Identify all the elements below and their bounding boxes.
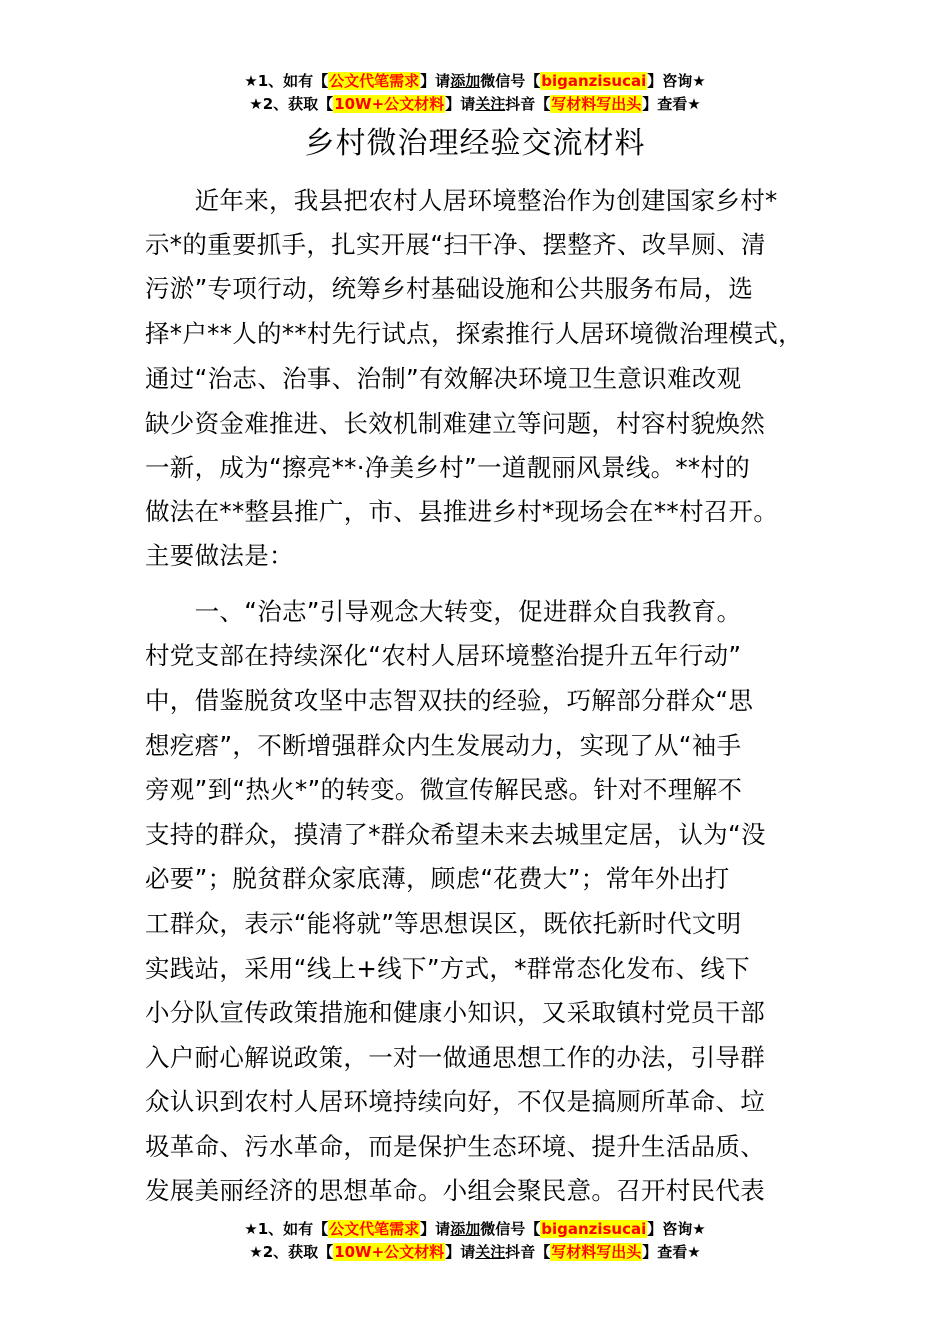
body-line: 小分队宣传政策措施和健康小知识，又采取镇村党员干部	[145, 998, 765, 1027]
body-line: 一、“治志”引导观念大转变，促进群众自我教育。	[145, 597, 742, 626]
body-line: 污淤”专项行动，统筹乡村基础设施和公共服务布局，选	[145, 274, 754, 303]
banner-line-2	[0, 1241, 950, 1264]
bottom-banner	[0, 1218, 950, 1264]
banner-highlight: biganzisucai	[541, 72, 647, 90]
banner-text: 抖音【	[505, 1243, 551, 1261]
banner-text: 】请	[420, 72, 451, 90]
document-title: 乡村微治理经验交流材料	[304, 126, 646, 161]
body-line: 工群众，表示“能将就”等思想误区，既依托新时代文明	[145, 909, 742, 938]
banner-text: 微信号【	[480, 1220, 541, 1238]
banner-text: ★1、如有【	[244, 72, 329, 90]
banner-highlight: biganzisucai	[541, 1220, 647, 1238]
body-line: 做法在**整县推广，市、县推进乡村*现场会在**村召开。	[145, 497, 779, 526]
banner-text: 微信号【	[480, 72, 541, 90]
body-line: 一新，成为“擦亮**·净美乡村”一道靓丽风景线。**村的	[145, 453, 751, 482]
body-line: 中，借鉴脱贫攻坚中志智双扶的经验，巧解部分群众“思	[145, 686, 754, 715]
body-line: 缺少资金难推进、长效机制难建立等问题，村容村貌焕然	[145, 409, 765, 438]
banner-text: ★1、如有【	[244, 1220, 329, 1238]
body-line: 发展美丽经济的思想革命。小组会聚民意。召开村民代表	[145, 1176, 765, 1205]
banner-highlight: 10W+公文材料	[334, 95, 445, 113]
body-line: 想疙瘩”，不断增强群众内生发展动力，实现了从“袖手	[145, 731, 742, 760]
body-line: 入户耐心解说政策，一对一做通思想工作的办法，引导群	[145, 1043, 765, 1072]
banner-line-2	[0, 93, 950, 116]
banner-text: 抖音【	[505, 95, 551, 113]
banner-highlight: 写材料写出头	[551, 1243, 642, 1261]
banner-text: 】查看★	[642, 95, 701, 113]
banner-underlined: 添加	[450, 72, 481, 90]
top-banner	[0, 70, 950, 116]
body-line: 众认识到农村人居环境持续向好，不仅是搞厕所革命、垃	[145, 1087, 765, 1116]
body-line: 近年来，我县把农村人居环境整治作为创建国家乡村*	[145, 186, 778, 215]
body-line: 必要”；脱贫群众家底薄，顾虑“花费大”；常年外出打	[145, 864, 730, 893]
banner-highlight: 公文代笔需求	[329, 72, 420, 90]
banner-text: 】请	[420, 1220, 451, 1238]
banner-underlined: 关注	[475, 1243, 506, 1261]
banner-text: ★2、获取【	[249, 95, 334, 113]
banner-text: 】咨询★	[647, 72, 706, 90]
body-line: 主要做法是：	[145, 541, 294, 570]
banner-text: 】咨询★	[647, 1220, 706, 1238]
body-line: 示*的重要抓手，扎实开展“扫干净、摆整齐、改旱厕、清	[145, 230, 766, 259]
body-line: 通过“治志、治事、治制”有效解决环境卫生意识难改观	[145, 364, 742, 393]
body-line: 实践站，采用“线上+线下”方式，*群常态化发布、线下	[145, 954, 750, 983]
banner-underlined: 关注	[475, 95, 506, 113]
banner-line-1	[0, 70, 950, 93]
banner-highlight: 10W+公文材料	[334, 1243, 445, 1261]
banner-highlight: 写材料写出头	[551, 95, 642, 113]
banner-line-1	[0, 1218, 950, 1241]
banner-text: ★2、获取【	[249, 1243, 334, 1261]
banner-text: 】查看★	[642, 1243, 701, 1261]
banner-text: 】请	[445, 1243, 476, 1261]
body-line: 旁观”到“热火*”的转变。微宣传解民惑。针对不理解不	[145, 775, 743, 804]
banner-highlight: 公文代笔需求	[329, 1220, 420, 1238]
body-line: 择*户**人的**村先行试点，探索推行人居环境微治理模式，	[145, 319, 803, 348]
body-line: 圾革命、污水革命，而是保护生态环境、提升生活品质、	[145, 1132, 765, 1161]
body-line: 村党支部在持续深化“农村人居环境整治提升五年行动”	[145, 641, 742, 670]
body-line: 支持的群众，摸清了*群众希望未来去城里定居，认为“没	[145, 820, 766, 849]
banner-text: 】请	[445, 95, 476, 113]
banner-underlined: 添加	[450, 1220, 481, 1238]
